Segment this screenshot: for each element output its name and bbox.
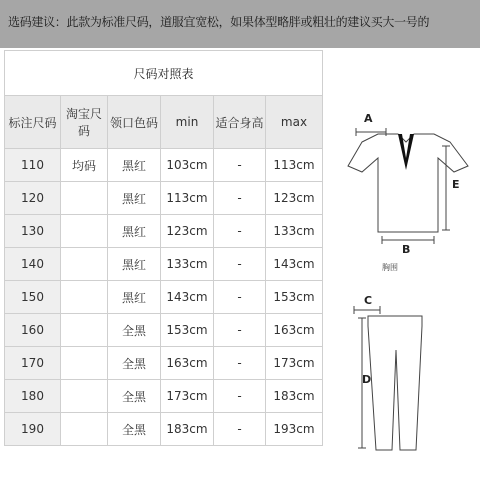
table-cell: - bbox=[214, 413, 266, 446]
table-cell: - bbox=[214, 149, 266, 182]
table-cell bbox=[61, 182, 108, 215]
table-cell: 黑红 bbox=[108, 281, 161, 314]
table-cell: 全黑 bbox=[108, 347, 161, 380]
column-header: 适合身高 bbox=[214, 96, 266, 149]
table-title: 尺码对照表 bbox=[5, 51, 323, 96]
size-advice-banner bbox=[0, 0, 480, 48]
table-cell bbox=[61, 281, 108, 314]
table-cell: 黑红 bbox=[108, 149, 161, 182]
table-row bbox=[5, 281, 323, 314]
table-row bbox=[5, 215, 323, 248]
table-cell: 113cm bbox=[161, 182, 214, 215]
table-cell bbox=[61, 215, 108, 248]
label-c: C bbox=[364, 294, 373, 307]
chest-caption: 胸围 bbox=[382, 263, 398, 272]
column-header: 领口色码 bbox=[108, 96, 161, 149]
label-a: A bbox=[364, 112, 373, 125]
table-cell: - bbox=[214, 347, 266, 380]
table-cell: 全黑 bbox=[108, 314, 161, 347]
table-cell bbox=[61, 380, 108, 413]
table-cell: 153cm bbox=[266, 281, 323, 314]
table-cell: - bbox=[214, 380, 266, 413]
table-row bbox=[5, 314, 323, 347]
table-row bbox=[5, 380, 323, 413]
table-cell: 均码 bbox=[61, 149, 108, 182]
column-header: max bbox=[266, 96, 323, 149]
table-cell: 黑红 bbox=[108, 182, 161, 215]
size-chart-table bbox=[4, 50, 323, 446]
table-cell: - bbox=[214, 281, 266, 314]
table-cell: 120 bbox=[5, 182, 61, 215]
pants-icon bbox=[326, 290, 480, 480]
table-cell bbox=[61, 248, 108, 281]
table-cell: 140 bbox=[5, 248, 61, 281]
table-row bbox=[5, 347, 323, 380]
table-cell: 193cm bbox=[266, 413, 323, 446]
table-cell: 150 bbox=[5, 281, 61, 314]
table-cell: 163cm bbox=[266, 314, 323, 347]
table-cell: 173cm bbox=[161, 380, 214, 413]
table-cell: 163cm bbox=[161, 347, 214, 380]
column-header: 标注尺码 bbox=[5, 96, 61, 149]
table-cell: 133cm bbox=[161, 248, 214, 281]
table-cell: 123cm bbox=[266, 182, 323, 215]
table-cell: 黑红 bbox=[108, 248, 161, 281]
table-cell bbox=[61, 347, 108, 380]
table-cell: 全黑 bbox=[108, 413, 161, 446]
table-cell: 153cm bbox=[161, 314, 214, 347]
table-body bbox=[5, 149, 323, 446]
table-header-row bbox=[5, 96, 323, 149]
table-cell: - bbox=[214, 314, 266, 347]
table-cell: 110 bbox=[5, 149, 61, 182]
table-row bbox=[5, 248, 323, 281]
table-cell: 123cm bbox=[161, 215, 214, 248]
table-cell: 103cm bbox=[161, 149, 214, 182]
table-cell: 183cm bbox=[266, 380, 323, 413]
table-cell: - bbox=[214, 182, 266, 215]
column-header: min bbox=[161, 96, 214, 149]
table-cell: 143cm bbox=[161, 281, 214, 314]
label-d: D bbox=[362, 373, 372, 386]
table-cell: 190 bbox=[5, 413, 61, 446]
table-cell: 170 bbox=[5, 347, 61, 380]
table-cell: 183cm bbox=[161, 413, 214, 446]
table-cell: 173cm bbox=[266, 347, 323, 380]
table-cell: 160 bbox=[5, 314, 61, 347]
column-header: 淘宝尺码 bbox=[61, 96, 108, 149]
table-cell: 113cm bbox=[266, 149, 323, 182]
table-cell bbox=[61, 413, 108, 446]
table-cell: 130 bbox=[5, 215, 61, 248]
table-cell: 143cm bbox=[266, 248, 323, 281]
table-row bbox=[5, 413, 323, 446]
table-cell: 黑红 bbox=[108, 215, 161, 248]
label-b: B bbox=[402, 243, 411, 256]
label-e: E bbox=[452, 178, 460, 191]
table-row bbox=[5, 182, 323, 215]
table-cell bbox=[61, 314, 108, 347]
garment-diagram bbox=[326, 50, 480, 480]
table-row bbox=[5, 149, 323, 182]
table-cell: - bbox=[214, 215, 266, 248]
table-cell: 全黑 bbox=[108, 380, 161, 413]
size-advice-text: 选码建议：此款为标准尺码，道服宜宽松，如果体型略胖或粗壮的建议买大一号的 bbox=[8, 15, 430, 29]
table-cell: 180 bbox=[5, 380, 61, 413]
table-cell: - bbox=[214, 248, 266, 281]
table-cell: 133cm bbox=[266, 215, 323, 248]
